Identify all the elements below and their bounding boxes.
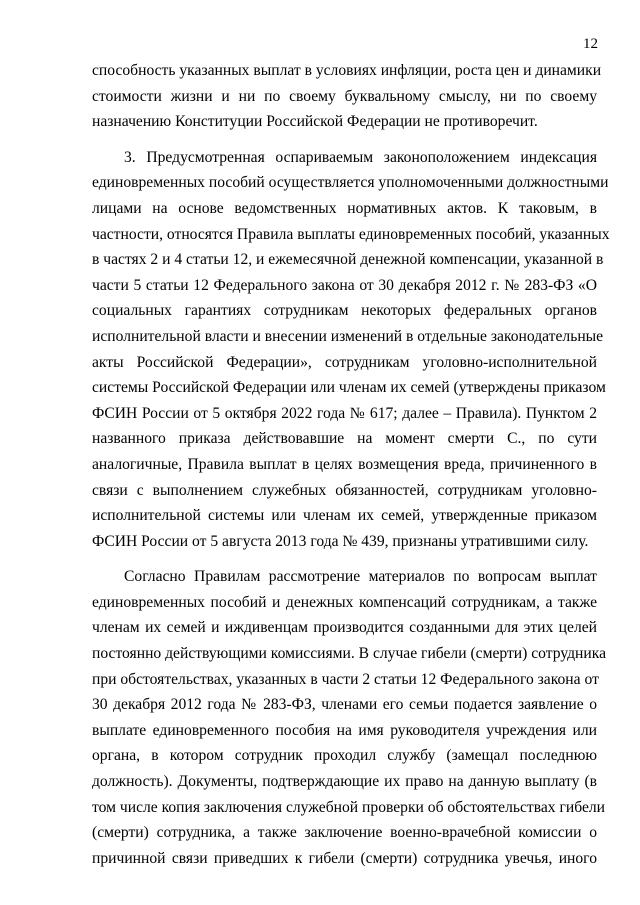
text-line: связи с выполнением служебных обязанностей, сотрудникам уголовно- bbox=[92, 481, 597, 499]
text-line: способность указанных выплат в условиях инфляции, роста цен и динамики bbox=[92, 62, 602, 79]
text-line: единовременных пособий и денежных компенсаций сотрудникам, а также bbox=[92, 593, 597, 611]
text-line: аналогичные, Правила выплат в целях возмещения вреда, причиненного в bbox=[92, 455, 597, 473]
text-line: единовременных пособий осуществляется уполномоченными должностными bbox=[92, 174, 609, 192]
text-line: социальных гарантиях сотрудникам некоторых федеральных органов bbox=[92, 302, 597, 320]
text-line: при обстоятельствах, указанных в части 2 статьи 12 Федерального закона от bbox=[92, 670, 599, 688]
text-line: 30 декабря 2012 года № 283-ФЗ, членами его семьи подается заявление о bbox=[92, 696, 597, 714]
text-line: членам их семей и иждивенцам производится созданными для этих целей bbox=[92, 619, 597, 637]
text-line: выплате единовременного пособия на имя руководителя учреждения или bbox=[92, 721, 597, 739]
text-line: ФСИН России от 5 октября 2022 года № 617; далее – Правила). Пунктом 2 bbox=[92, 404, 597, 422]
text-line: Согласно Правилам рассмотрение материалов по вопросам выплат bbox=[124, 568, 597, 586]
text-line: части 5 статьи 12 Федерального закона от 30 декабря 2012 г. № 283-ФЗ «О bbox=[92, 276, 597, 294]
document-body bbox=[92, 58, 610, 871]
paragraph-2 bbox=[92, 145, 610, 555]
text-line: должность). Документы, подтверждающие их право на данную выплату (в bbox=[92, 773, 597, 791]
text-line: причинной связи приведших к гибели (смерти) сотрудника увечья, иного bbox=[92, 849, 597, 867]
page-number: 12 bbox=[583, 36, 598, 52]
text-line: назначению Конституции Российской Федерации не противоречит. bbox=[92, 113, 538, 131]
text-line: частности, относятся Правила выплаты единовременных пособий, указанных bbox=[92, 225, 610, 243]
text-line: 3. Предусмотренная оспариваемым законоположением индексация bbox=[124, 148, 597, 166]
text-line: исполнительной власти и внесении изменений в отдельные законодательные bbox=[92, 327, 604, 345]
text-line: системы Российской Федерации или членам их семей (утверждены приказом bbox=[92, 379, 606, 397]
text-line: лицами на основе ведомственных нормативных актов. К таковым, в bbox=[92, 199, 597, 217]
text-line: органа, в котором сотрудник проходил службу (замещал последнюю bbox=[92, 747, 597, 765]
text-line: стоимости жизни и ни по своему буквальному смыслу, ни по своему bbox=[92, 87, 597, 105]
text-line: в частях 2 и 4 статьи 12, и ежемесячной денежной компенсации, указанной в bbox=[92, 251, 604, 269]
text-line: исполнительной системы или членам их семей, утвержденные приказом bbox=[92, 507, 597, 525]
paragraph-3 bbox=[92, 564, 607, 871]
text-line: названного приказа действовавшие на момент смерти С., по сути bbox=[92, 430, 597, 448]
text-line: том числе копия заключения служебной проверки об обстоятельствах гибели bbox=[92, 798, 606, 816]
paragraph-1 bbox=[92, 58, 602, 135]
text-line: ФСИН России от 5 августа 2013 года № 439, признаны утратившими силу. bbox=[92, 532, 589, 550]
text-line: (смерти) сотрудника, а также заключение военно-врачебной комиссии о bbox=[92, 824, 597, 842]
text-line: акты Российской Федерации», сотрудникам уголовно-исполнительной bbox=[92, 353, 597, 371]
text-line: постоянно действующими комиссиями. В случае гибели (смерти) сотрудника bbox=[92, 645, 607, 663]
